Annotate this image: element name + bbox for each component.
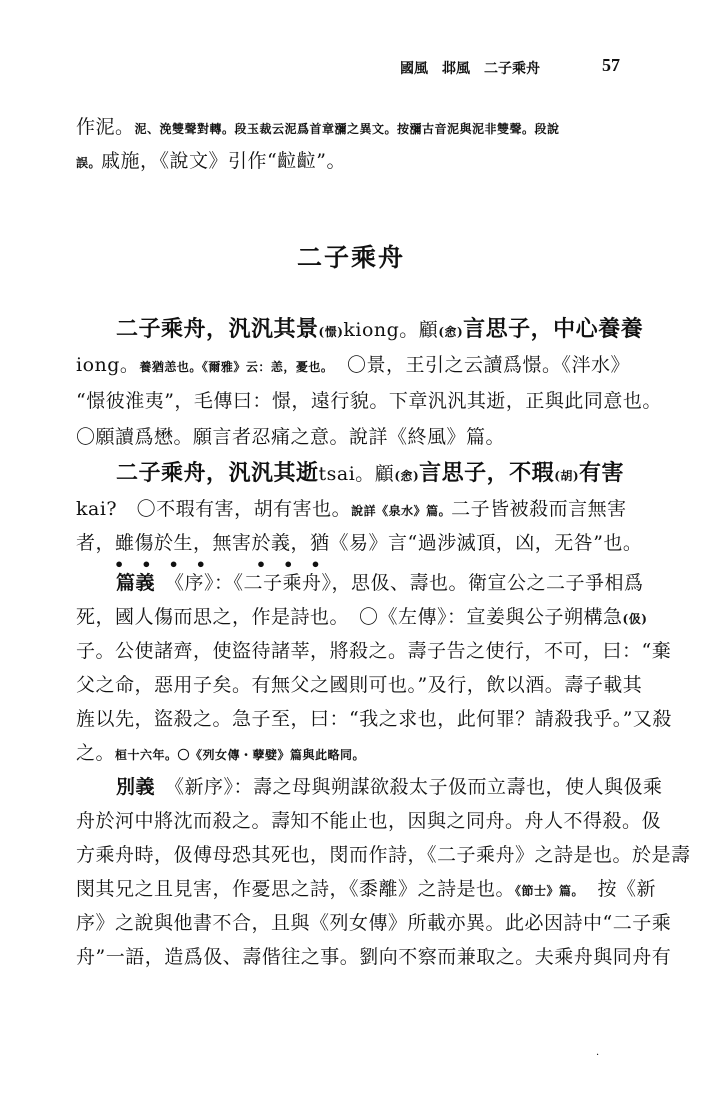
bieyi-line2: 舟於河中將沈而殺之。壽知不能止也，因與之同舟。舟人不得殺。伋 <box>76 810 662 832</box>
stanza1-line1: 二子乘舟，汎汎其景(憬)kiong。顧(悆)言思子，中心養養 <box>116 316 644 342</box>
note: 泥、浼雙聲對轉。段玉裁云泥爲首章瀰之異文。按瀰古音泥與泥非雙聲。段說 <box>134 122 560 136</box>
emphasis-dots: •••• ••• <box>114 555 338 574</box>
page-number: 57 <box>602 55 620 75</box>
header-section: 國風 邶風 二子乘舟 <box>400 61 540 77</box>
pianyi-line2: 死，國人傷而思之，作是詩也。 〇《左傳》：宣姜與公子朔構急(伋) <box>76 606 648 628</box>
bieyi-line4: 閔其兄之且見害，作憂思之詩，《黍離》之詩是也。《節士》篇。 按《新 <box>76 878 657 900</box>
running-header <box>400 55 620 78</box>
stanza1-line4: 〇願讀爲懋。願言者忍痛之意。說詳《終風》篇。 <box>76 426 506 448</box>
stanza1-line2: iong。養猶恙也。《爾雅》云：恙，憂也。 〇景，王引之云讀爲憬。《泮水》 <box>76 354 630 376</box>
bieyi-line3: 方乘舟時，伋傅母恐其死也，閔而作詩，《二子乘舟》之詩是也。於是壽 <box>76 844 691 866</box>
para1-line1: 作泥。泥、浼雙聲對轉。段玉裁云泥爲首章瀰之異文。按瀰古音泥與泥非雙聲。段說 <box>76 116 560 138</box>
pianyi-line4: 父之命，惡用子矣。有無父之國則可也。”及行，飲以酒。壽子載其 <box>76 674 643 696</box>
pianyi-line5: 旌以先，盜殺之。急子至，曰：“我之求也，此何罪？請殺我乎。”又殺 <box>76 708 672 730</box>
pianyi-label: 篇義 <box>116 572 156 594</box>
corner-mark: · <box>596 1050 600 1061</box>
stanza2-line1: 二子乘舟，汎汎其逝tsai。顧(悆)言思子，不瑕(胡)有害 <box>116 460 625 486</box>
bieyi-label: 別義 <box>116 776 156 798</box>
bieyi-line6: 舟”一語，造爲伋、壽偕往之事。劉向不察而兼取之。夫乘舟與同舟有 <box>76 946 672 968</box>
bieyi-line1: 別義 《新序》：壽之母與朔謀欲殺太子伋而立壽也，使人與伋乘 <box>116 776 663 798</box>
stanza2-line2: kai? 〇不瑕有害，胡有害也。說詳《泉水》篇。二子皆被殺而言無害 <box>76 498 627 520</box>
pianyi-line1: 篇義 《序》：《二子乘舟》，思伋、壽也。衛宣公之二子爭相爲 <box>116 572 644 594</box>
bieyi-line5: 序》之說與他書不合，且與《列女傳》所載亦異。此必因詩中“二子乘 <box>76 912 672 934</box>
para1-line2: 誤。戚施，《說文》引作“䶘䶘”。 <box>76 150 346 172</box>
stanza2-line3: 者，雖傷於生，無害於義，猶《易》言“過涉滅頂，凶，无咎”也。 <box>76 532 643 554</box>
pianyi-line3: 子。公使諸齊，使盜待諸莘，將殺之。壽子告之使行，不可，曰：“棄 <box>76 640 672 662</box>
poem-title: 二子乘舟 <box>296 243 405 272</box>
pianyi-line6: 之。桓十六年。〇《列女傳・孽嬖》篇與此略同。 <box>76 742 366 764</box>
stanza1-line3: “憬彼淮夷”，毛傳曰：憬，遠行貌。下章汎汎其逝，正與此同意也。 <box>76 390 662 412</box>
